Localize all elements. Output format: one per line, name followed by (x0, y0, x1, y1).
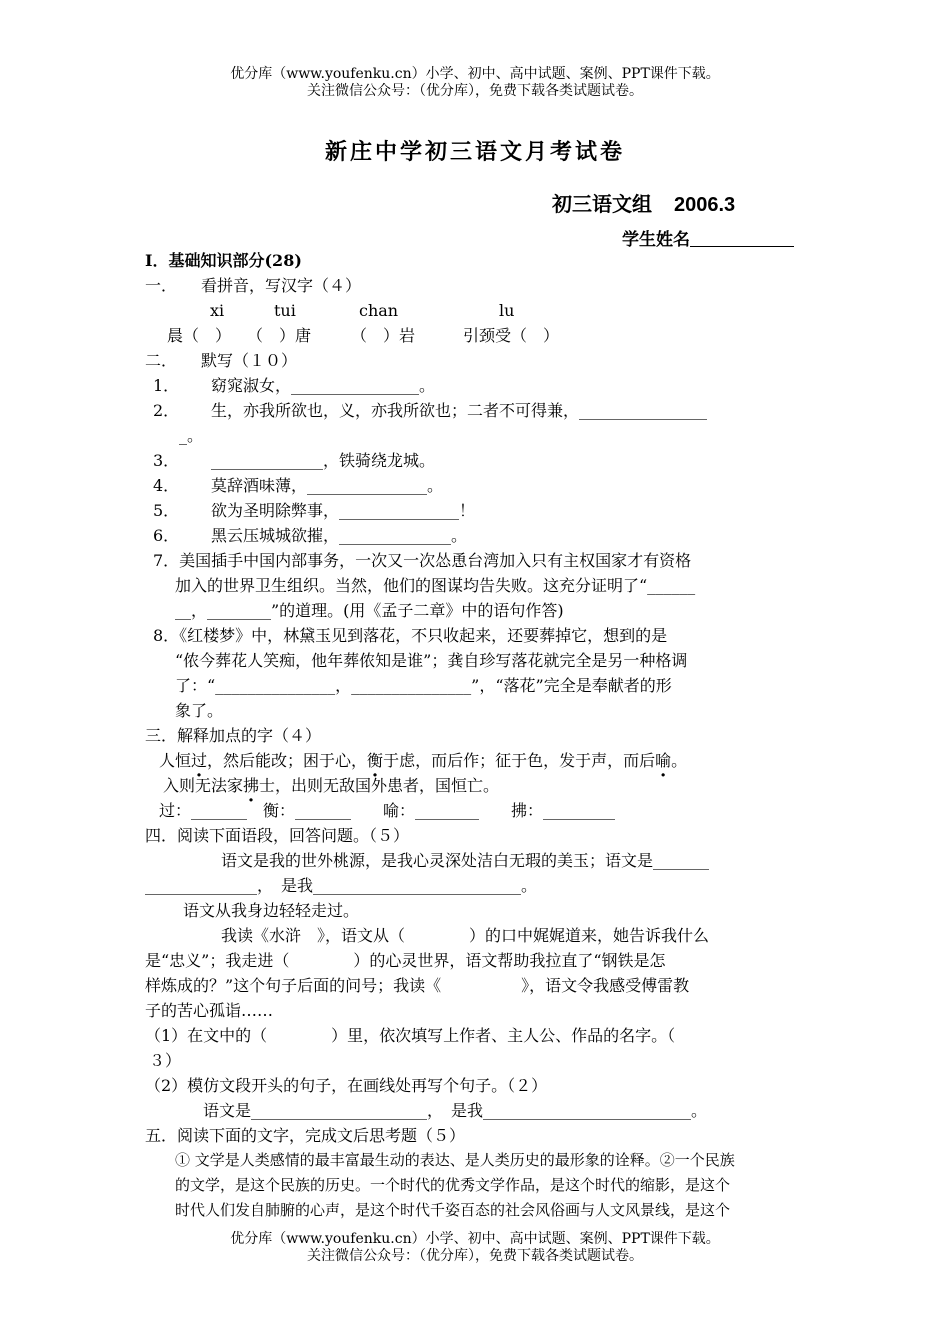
pinyin-2: tui (274, 301, 296, 320)
q2-item-text: 莫辞酒味薄，_______________。 (211, 476, 444, 495)
student-name-label: 学生姓名 (622, 230, 690, 250)
q2-item-number: 3． (153, 451, 180, 470)
q1-words: 晨（ ） （ ）唐 （ ）岩 引颈受（ ） (167, 326, 560, 345)
q4-paragraph: ______________， 是我__________________________。 (145, 876, 538, 895)
q2-item-8-line: 象了。 (175, 701, 224, 720)
header-line-1: 优分库（www.youfenku.cn）小学、初中、高中试题、案例、PPT课件下载。 (230, 66, 720, 82)
q1-title: 一． 看拼音，写汉字（４） (145, 276, 362, 295)
q4-paragraph: 样炼成的？”这个句子后面的问号；我读《 》，语文令我感受傅雷教 (145, 976, 690, 995)
q4-paragraph: 子的苦心孤诣…… (145, 1001, 274, 1020)
q5-article-line: 时代人们发自肺腑的心声，是这个时代千姿百态的社会风俗画与人文风景线，是这个 (175, 1201, 731, 1219)
q1-pinyin-row (145, 298, 807, 323)
q4-paragraph: 语文是我的世外桃源，是我心灵深处洁白无瑕的美玉；语文是_______ (221, 851, 710, 870)
group-info (552, 188, 735, 217)
q4-paragraph: 我读《水浒 》，语文从（ ）的口中娓娓道来，她告诉我什么 (221, 926, 710, 945)
q2-item-text: 欲为圣明除弊事，_______________！ (211, 501, 476, 520)
q2-item-continued: _。 (179, 426, 204, 445)
q2-item-8-line: 了：“_______________，_______________”，“落花”完全是奉献者的形 (175, 676, 672, 695)
q3-answers: 过：_______ 衡：_______ 喻：________ 拂：_________ (159, 801, 616, 820)
q4-title: 四．阅读下面语段，回答问题。（５） (145, 826, 410, 845)
q2-item-8-line: “侬今葬花人笑痴，他年葬侬知是谁”；龚自珍写落花就完全是另一种格调 (175, 651, 688, 670)
q2-item (145, 498, 807, 523)
q5-article-line: 的文学，是这个民族的历史。一个时代的优秀文学作品，是这个时代的缩影，是这个 (175, 1176, 731, 1194)
dotted-char: 拂 (243, 776, 260, 795)
exam-content (145, 248, 807, 1223)
student-name-field (622, 225, 794, 250)
q2-item-number: 5． (153, 501, 180, 520)
q3-text: 人恒 (159, 751, 192, 770)
q3-text: 士，出则无敌国外患者，国恒亡。 (259, 776, 500, 795)
q2-item-number: 4． (153, 476, 180, 495)
dotted-char: 衡 (367, 751, 384, 770)
header-banner (0, 66, 950, 100)
dotted-char: 过 (191, 751, 208, 770)
pinyin-4: lu (499, 301, 515, 320)
q3-title: 三．解释加点的字（４） (145, 726, 322, 745)
q2-item-text: 生，亦我所欲也，义，亦我所欲也；二者不可得兼，________________ (211, 401, 708, 420)
q4-answer-line: 语文是______________________， 是我__________________________。 (203, 1101, 708, 1120)
q5-article-line: ① 文学是人类感情的最丰富最生动的表达、是人类历史的最形象的诠释。②一个民族 (175, 1151, 735, 1169)
q2-title: 二． 默写（１０） (145, 351, 298, 370)
q5-title: 五．阅读下面的文字，完成文后思考题（５） (145, 1126, 466, 1145)
dotted-char: 喻 (655, 751, 672, 770)
q4-subquestion-2: （2）模仿文段开头的句子，在画线处再写个句子。（２） (145, 1076, 548, 1095)
q4-paragraph: 语文从我身边轻轻走过。 (183, 901, 360, 920)
student-name-blank[interactable] (690, 230, 794, 247)
q4-subquestion-1-score: ３） (149, 1051, 182, 1070)
q2-item (145, 523, 807, 548)
footer-line-2: 关注微信公众号：（优分库），免费下载各类试题试卷。 (307, 1248, 643, 1264)
footer-banner (0, 1231, 950, 1265)
section-heading: I．基础知识部分(28) (145, 251, 302, 270)
q3-text-line-1 (145, 748, 807, 773)
q3-text: 入则无法家 (163, 776, 244, 795)
q2-item-number: 1． (153, 376, 180, 395)
header-line-2: 关注微信公众号：（优分库），免费下载各类试题试卷。 (307, 83, 643, 99)
q3-text-line-2 (145, 773, 807, 798)
exam-date: 2006.3 (674, 194, 736, 216)
q2-item (145, 373, 807, 398)
q2-item-text: 黑云压城城欲摧，______________。 (211, 526, 468, 545)
group-name: 初三语文组 (552, 192, 652, 216)
q2-item (145, 398, 807, 423)
pinyin-3: chan (359, 301, 399, 320)
q2-item-text: 窈窕淑女，________________。 (211, 376, 436, 395)
page-title: 新庄中学初三语文月考试卷 (324, 139, 625, 165)
q4-paragraph: 是“忠义”；我走进（ ）的心灵世界，语文帮助我拉直了“钢铁是怎 (145, 951, 666, 970)
q2-item-7-line: 7．美国插手中国内部事务，一次又一次怂恿台湾加入只有主权国家才有资格 (153, 551, 692, 570)
q2-item-8-line: 8．《红楼梦》中，林黛玉见到落花，不只收起来，还要葬掉它，想到的是 (153, 626, 668, 645)
q3-text: 于虑，而后作；征于色，发于声，而后 (383, 751, 656, 770)
q2-item-text: ______________，铁骑绕龙城。 (211, 451, 436, 470)
q2-item-number: 2． (153, 401, 180, 420)
q2-item-number: 6． (153, 526, 180, 545)
q3-text: ，然后能改；困于心， (207, 751, 368, 770)
q2-item-7-line: 加入的世界卫生组织。当然，他们的图谋均告失败。这充分证明了“______ (175, 576, 696, 595)
q2-item (145, 448, 807, 473)
q3-text: 。 (671, 751, 688, 770)
q4-subquestion-1: （1）在文中的（ ）里，依次填写上作者、主人公、作品的名字。（ (145, 1026, 676, 1045)
q2-item-7-line: __，________”的道理。(用《孟子二章》中的语句作答) (175, 601, 564, 620)
q2-item (145, 473, 807, 498)
pinyin-1: xi (210, 301, 225, 320)
footer-line-1: 优分库（www.youfenku.cn）小学、初中、高中试题、案例、PPT课件下载。 (230, 1231, 720, 1247)
